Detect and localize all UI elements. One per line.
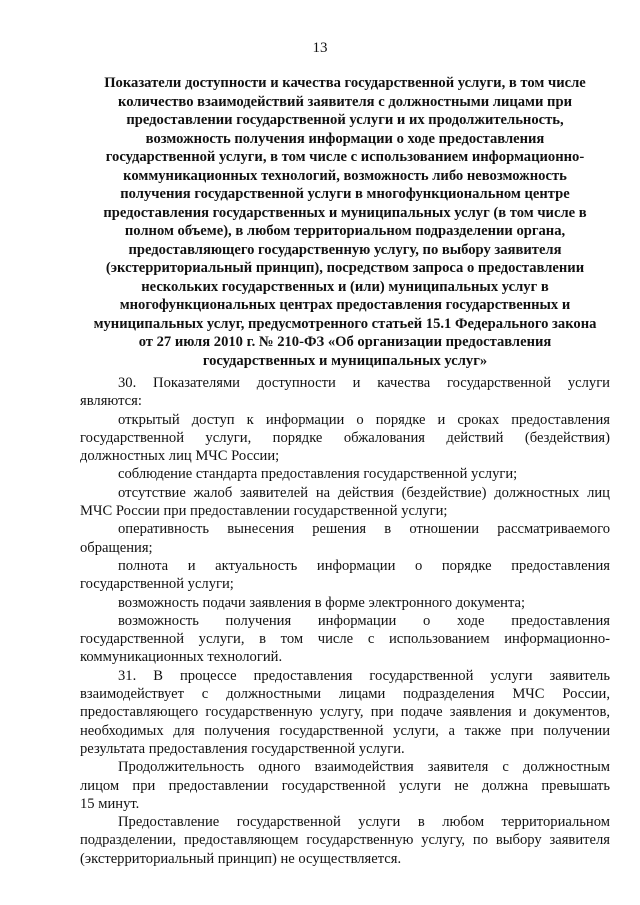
paragraph-line: открытый доступ к информации о порядке и сроках предоставления	[118, 411, 610, 428]
paragraph-line: Продолжительность одного взаимодействия заявителя с должностным	[118, 759, 610, 776]
heading-line: коммуникационных технологий, возможность либо невозможность	[123, 167, 567, 184]
paragraph-line: результата предоставления государственной услуги.	[80, 740, 405, 757]
heading-line: полном объеме), в любом территориальном подразделении органа,	[124, 223, 566, 239]
paragraph-line: (экстерриториальный принцип) не осуществляется.	[80, 850, 402, 867]
paragraph-line: государственной услуги;	[80, 576, 234, 593]
paragraph-line: возможность получения информации о ходе предоставления	[118, 612, 610, 629]
paragraph-extraterritorial	[80, 813, 610, 868]
heading-line: (экстерриториальный принцип), посредством запроса о предоставлении	[105, 260, 585, 276]
paragraph-line: подразделении, предоставляющем государственную услугу, по выбору заявителя	[80, 832, 610, 849]
paragraph-line: обращения;	[80, 539, 153, 556]
heading-line: возможность получения информации о ходе предоставления	[145, 130, 545, 147]
document-body	[80, 374, 610, 868]
paragraph-line: Предоставление государственной услуги в любом территориальном	[118, 814, 610, 831]
paragraph-line: необходимых для получения государственной услуги, а также при получении	[80, 722, 610, 739]
heading-line: количество взаимодействий заявителя с должностными лицами при	[117, 93, 572, 110]
list-item-standard-compliance	[80, 465, 610, 483]
paragraph-30	[80, 374, 610, 411]
paragraph-line: оперативность вынесения решения в отношении рассматриваемого	[118, 521, 610, 538]
list-item-electronic-submission	[80, 594, 610, 612]
heading-line: Показатели доступности и качества государственной услуги, в том числе	[104, 75, 586, 91]
heading-line: от 27 июля 2010 г. № 210-ФЗ «Об организации предоставления	[138, 334, 552, 350]
list-item-open-access	[80, 411, 610, 466]
heading-line: государственных и муниципальных услуг»	[202, 352, 488, 369]
list-item-no-complaints	[80, 484, 610, 521]
heading-line: нескольких государственных и (или) муниципальных услуг в	[141, 278, 549, 295]
paragraph-line: 31. В процессе предоставления государственной услуги заявитель	[118, 667, 610, 684]
heading-line: получения государственной услуги в многофункциональном центре	[120, 186, 570, 202]
list-item-completeness	[80, 557, 610, 594]
heading-line: государственной услуги, в том числе с использованием информационно-	[105, 149, 585, 165]
paragraph-line: отсутствие жалоб заявителей на действия (бездействие) должностных лиц	[118, 484, 610, 501]
page-number: 13	[312, 40, 328, 56]
paragraph-line: лицом при предоставлении государственной услуги не должна превышать	[80, 777, 610, 794]
paragraph-line: возможность подачи заявления в форме электронного документа;	[118, 594, 526, 611]
section-heading	[80, 74, 610, 370]
paragraph-line: государственной услуги, в том числе с использованием информационно-	[80, 631, 610, 648]
paragraph-line: государственной услуги, порядке обжалования действий (бездействия)	[80, 429, 610, 446]
paragraph-line: предоставляющего государственную услугу, при подаче заявления и документов,	[80, 704, 610, 721]
paragraph-line: коммуникационных технологий.	[80, 649, 283, 666]
heading-line: муниципальных услуг, предусмотренного статьей 15.1 Федерального закона	[93, 315, 597, 332]
paragraph-line: должностных лиц МЧС России;	[80, 448, 280, 465]
list-item-efficiency	[80, 520, 610, 557]
heading-line: предоставления государственных и муниципальных услуг (в том числе в	[103, 204, 587, 221]
paragraph-line: взаимодействует с должностными лицами подразделения МЧС России,	[80, 686, 610, 703]
list-item-progress-info	[80, 612, 610, 667]
paragraph-line: 30. Показателями доступности и качества государственной услуги	[118, 375, 610, 391]
paragraph-line: являются:	[80, 393, 142, 410]
heading-line: предоставляющего государственную услугу, по выбору заявителя	[128, 241, 562, 258]
paragraph-interaction-duration	[80, 758, 610, 813]
heading-line: предоставлении государственной услуги и их продолжительность,	[126, 112, 564, 128]
paragraph-line: соблюдение стандарта предоставления государственной услуги;	[118, 466, 518, 483]
paragraph-31	[80, 667, 610, 758]
paragraph-line: МЧС России при предоставлении государственной услуги;	[80, 503, 448, 520]
heading-line: многофункциональных центрах предоставления государственных и	[119, 297, 571, 313]
paragraph-line: полнота и актуальность информации о порядке предоставления	[118, 557, 610, 574]
paragraph-line: 15 минут.	[80, 795, 140, 812]
